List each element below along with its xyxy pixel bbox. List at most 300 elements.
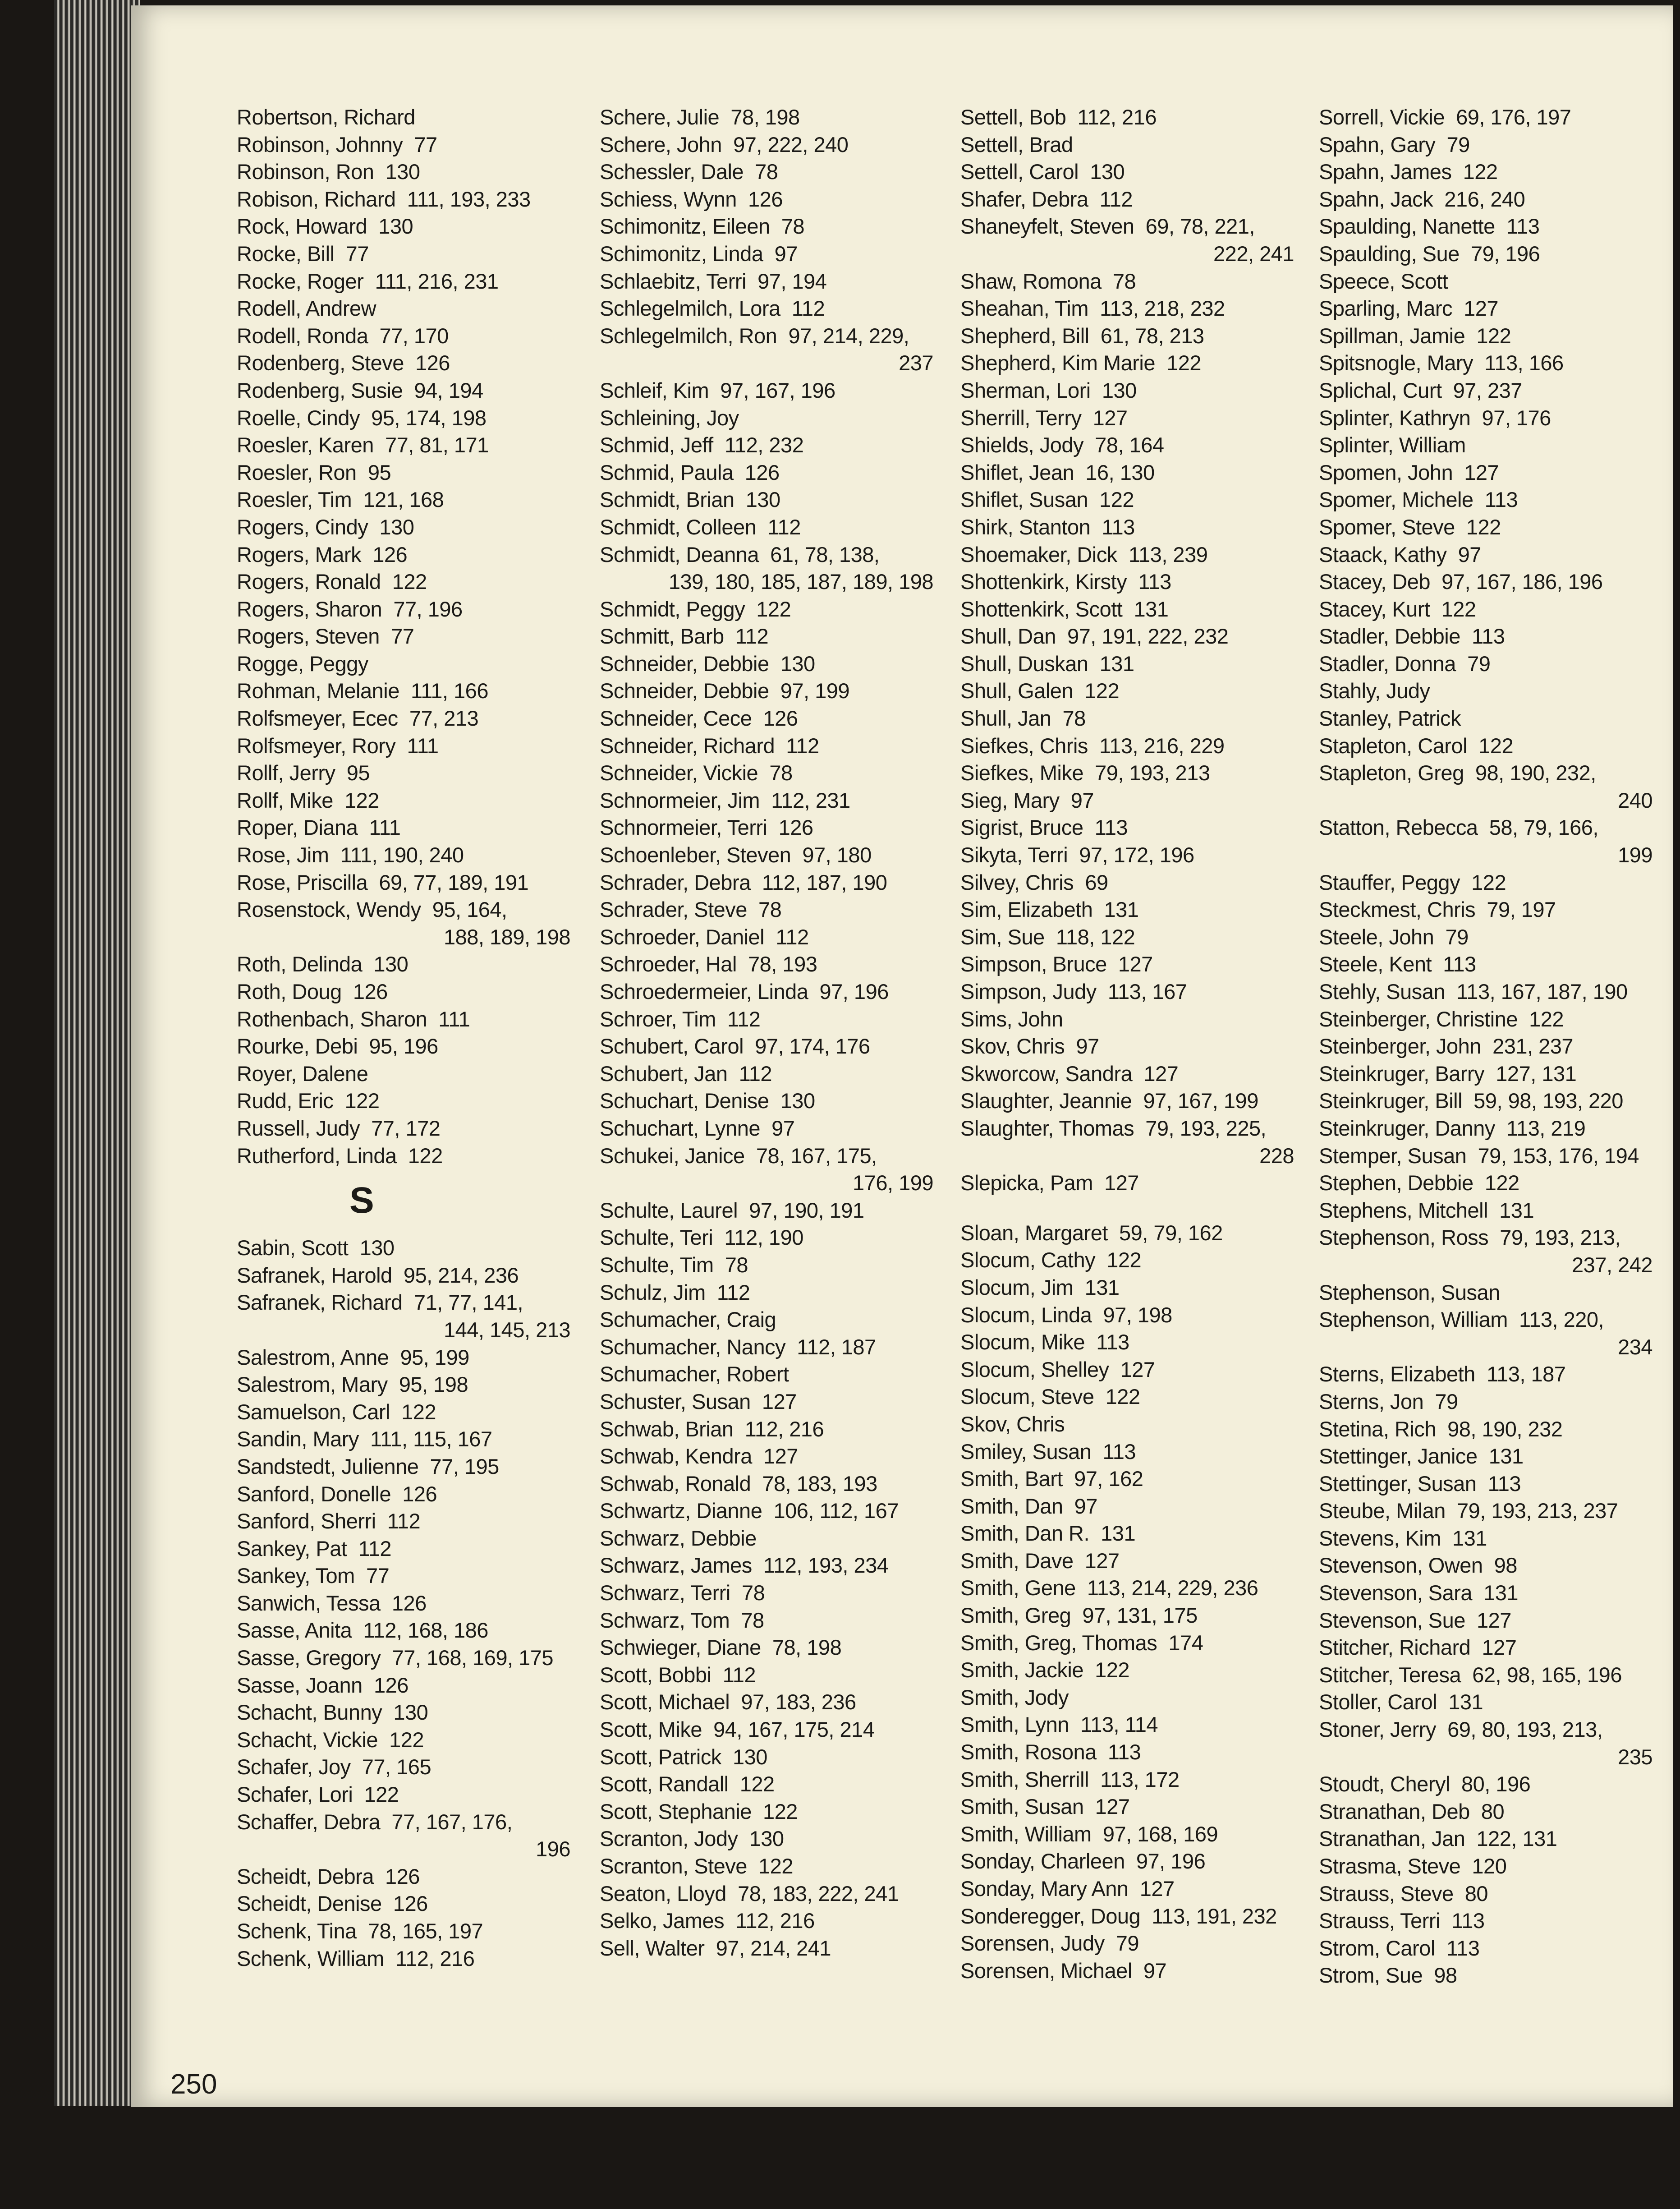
entry-name: Stevenson, Sue xyxy=(1319,1608,1465,1632)
index-entry xyxy=(1319,1579,1652,1607)
index-entry xyxy=(600,1306,933,1334)
entry-name: Sloan, Margaret xyxy=(960,1220,1108,1245)
index-entry xyxy=(1319,104,1652,131)
entry-name: Stemper, Susan xyxy=(1319,1143,1467,1168)
entry-name: Rudd, Eric xyxy=(237,1089,334,1113)
index-entry xyxy=(960,350,1294,377)
entry-pages: 113 xyxy=(1472,624,1505,649)
index-entry xyxy=(1319,213,1652,240)
entry-name: Stauffer, Peggy xyxy=(1319,870,1460,894)
entry-pages: 78, 165, 197 xyxy=(367,1919,483,1943)
entry-pages: 126 xyxy=(778,815,813,840)
entry-pages: 78, 167, 175, xyxy=(756,1143,877,1168)
entry-name: Smith, Sherrill xyxy=(960,1767,1089,1791)
entry-pages: 131 xyxy=(1104,897,1139,922)
index-entry xyxy=(1319,486,1652,514)
entry-pages: 97, 214, 229, xyxy=(788,323,909,348)
entry-pages: 127 xyxy=(1464,460,1499,484)
entry-pages: 113 xyxy=(1102,1439,1136,1463)
entry-pages: 97, 167, 196 xyxy=(720,378,835,402)
entry-pages: 113 xyxy=(1096,1330,1129,1354)
index-entry xyxy=(960,1684,1294,1712)
entry-name: Schneider, Cece xyxy=(600,706,752,731)
entry-name: Schukei, Janice xyxy=(600,1143,745,1168)
index-entry xyxy=(600,268,933,295)
index-entry xyxy=(600,869,933,897)
index-entry xyxy=(237,1562,570,1590)
entry-pages: 78, 198 xyxy=(772,1635,842,1660)
entry-pages: 113 xyxy=(1102,515,1135,539)
entry-name: Schneider, Vickie xyxy=(600,761,758,785)
entry-pages: 113 xyxy=(1446,1936,1480,1960)
index-entry xyxy=(600,1907,933,1935)
index-entry xyxy=(237,1535,570,1563)
entry-name: Schnormeier, Terri xyxy=(600,815,767,840)
entry-pages: 127 xyxy=(1464,296,1499,321)
entry-pages: 122 xyxy=(1166,351,1202,375)
entry-name: Schubert, Jan xyxy=(600,1061,728,1086)
index-entry xyxy=(237,459,570,487)
entry-name: Smith, Dan R. xyxy=(960,1521,1090,1546)
entry-name: Sigrist, Bruce xyxy=(960,815,1083,840)
entry-pages: 79, 197 xyxy=(1487,897,1556,922)
entry-pages: 79, 153, 176, 194 xyxy=(1478,1143,1639,1168)
index-entry xyxy=(600,1142,933,1197)
entry-name: Schwab, Kendra xyxy=(600,1444,752,1468)
entry-pages: 58, 79, 166, xyxy=(1489,815,1598,840)
index-entry xyxy=(237,131,570,159)
entry-name: Slocum, Cathy xyxy=(960,1248,1096,1272)
entry-pages: 97, 183, 236 xyxy=(741,1690,856,1714)
entry-pages: 78 xyxy=(769,761,793,785)
index-entry xyxy=(960,1574,1294,1602)
index-entry xyxy=(1319,377,1652,405)
index-entry xyxy=(237,568,570,596)
entry-pages: 69, 77, 189, 191 xyxy=(379,870,529,894)
entry-name: Schulte, Tim xyxy=(600,1252,714,1277)
entry-pages: 111, 115, 167 xyxy=(370,1427,492,1451)
index-entry xyxy=(960,1356,1294,1384)
entry-name: Stadler, Debbie xyxy=(1319,624,1460,649)
index-entry xyxy=(600,924,933,951)
entry-name: Schimonitz, Linda xyxy=(600,241,763,266)
index-entry xyxy=(600,842,933,869)
entry-pages: 112 xyxy=(739,1061,772,1086)
index-entry xyxy=(1319,1880,1652,1908)
entry-pages: 127 xyxy=(1118,952,1153,976)
entry-pages: 62, 98, 165, 196 xyxy=(1472,1662,1622,1687)
entry-name: Schroeder, Hal xyxy=(600,952,737,976)
entry-pages: 130 xyxy=(780,1089,815,1113)
entry-pages: 130 xyxy=(359,1236,395,1260)
index-entry xyxy=(960,186,1294,213)
index-entry xyxy=(1319,1224,1652,1279)
index-entry xyxy=(600,1661,933,1689)
entry-name: Sandin, Mary xyxy=(237,1427,359,1451)
entry-pages: 122 xyxy=(1099,488,1134,512)
index-entry xyxy=(237,486,570,514)
index-entry xyxy=(237,1006,570,1033)
index-entry xyxy=(1319,1853,1652,1880)
entry-pages-continued: 237 xyxy=(899,351,933,375)
entry-name: Schlegelmilch, Ron xyxy=(600,323,777,348)
entry-pages: 112 xyxy=(791,296,825,321)
index-entry xyxy=(237,951,570,978)
entry-pages: 78 xyxy=(725,1252,748,1277)
entry-pages: 97, 168, 169 xyxy=(1102,1822,1218,1846)
index-entry xyxy=(1319,1607,1652,1634)
entry-pages: 122 xyxy=(1471,870,1506,894)
entry-name: Schneider, Debbie xyxy=(600,651,769,676)
entry-name: Strauss, Steve xyxy=(1319,1881,1454,1905)
entry-name: Schmidt, Colleen xyxy=(600,515,757,539)
entry-name: Schwarz, Terri xyxy=(600,1581,730,1605)
entry-pages: 122 xyxy=(401,1399,436,1424)
entry-name: Schumacher, Craig xyxy=(600,1307,776,1332)
index-entry xyxy=(600,650,933,678)
index-entry xyxy=(960,677,1294,705)
index-gap xyxy=(960,1197,1294,1220)
index-entry xyxy=(1319,1060,1652,1088)
entry-name: Shoemaker, Dick xyxy=(960,542,1117,566)
section-letter: S xyxy=(349,1180,375,1221)
entry-name: Sorensen, Michael xyxy=(960,1958,1132,1983)
index-entry xyxy=(1319,131,1652,159)
index-entry xyxy=(960,1657,1294,1684)
entry-pages: 77, 196 xyxy=(393,597,463,621)
entry-pages-continued: 188, 189, 198 xyxy=(444,925,570,949)
entry-name: Sterns, Elizabeth xyxy=(1319,1362,1475,1386)
entry-name: Skworcow, Sandra xyxy=(960,1061,1133,1086)
index-entry xyxy=(600,1252,933,1279)
entry-pages: 112 xyxy=(716,1280,750,1304)
entry-name: Schmid, Paula xyxy=(600,460,734,484)
index-entry xyxy=(1319,814,1652,869)
entry-name: Silvey, Chris xyxy=(960,870,1074,894)
index-entry xyxy=(960,131,1294,159)
entry-pages: 79 xyxy=(1446,132,1470,156)
entry-pages: 127 xyxy=(763,1444,798,1468)
index-entry xyxy=(960,1465,1294,1493)
index-entry xyxy=(1319,1197,1652,1224)
entry-name: Sorrell, Vickie xyxy=(1319,105,1445,129)
index-column-2 xyxy=(600,104,933,1962)
entry-pages: 112, 216 xyxy=(395,1946,475,1970)
index-entry xyxy=(600,978,933,1006)
entry-name: Sonderegger, Doug xyxy=(960,1904,1141,1928)
entry-name: Sankey, Tom xyxy=(237,1564,355,1588)
entry-pages: 111 xyxy=(438,1007,470,1031)
entry-pages: 113, 216, 229 xyxy=(1099,733,1225,758)
entry-name: Schrader, Steve xyxy=(600,897,747,922)
entry-pages: 98, 190, 232, xyxy=(1475,761,1596,785)
entry-name: Schoenleber, Steven xyxy=(600,843,791,867)
index-entry xyxy=(960,1739,1294,1766)
entry-name: Smith, Dave xyxy=(960,1548,1074,1573)
entry-pages: 94, 167, 175, 214 xyxy=(713,1717,875,1742)
entry-name: Smith, Gene xyxy=(960,1576,1076,1600)
entry-name: Schnormeier, Jim xyxy=(600,788,760,812)
index-entry xyxy=(960,268,1294,295)
index-entry xyxy=(600,131,933,159)
index-entry xyxy=(1319,432,1652,459)
entry-pages: 112, 187, 190 xyxy=(762,870,887,894)
entry-name: Robinson, Ron xyxy=(237,160,374,184)
entry-name: Strom, Sue xyxy=(1319,1963,1423,1988)
entry-name: Settell, Brad xyxy=(960,132,1073,156)
entry-pages: 126 xyxy=(393,1891,428,1916)
index-entry xyxy=(600,1744,933,1771)
entry-name: Stevenson, Sara xyxy=(1319,1581,1472,1605)
entry-name: Schulz, Jim xyxy=(600,1280,706,1304)
index-entry xyxy=(237,1672,570,1699)
entry-name: Schneider, Richard xyxy=(600,733,775,758)
entry-name: Selko, James xyxy=(600,1909,725,1933)
entry-pages: 231, 237 xyxy=(1492,1034,1574,1058)
index-entry xyxy=(1319,1388,1652,1416)
entry-name: Schuster, Susan xyxy=(600,1389,751,1413)
entry-pages: 127 xyxy=(762,1389,797,1413)
index-entry xyxy=(237,896,570,951)
index-entry xyxy=(960,1848,1294,1875)
entry-pages: 97, 196 xyxy=(1136,1849,1206,1873)
entry-name: Rock, Howard xyxy=(237,214,367,239)
entry-name: Rogers, Ronald xyxy=(237,570,381,594)
entry-pages: 78, 198 xyxy=(730,105,800,129)
index-entry xyxy=(600,1334,933,1361)
entry-pages: 118, 122 xyxy=(1056,925,1135,949)
entry-name: Steube, Milan xyxy=(1319,1499,1446,1523)
entry-pages: 126 xyxy=(385,1864,420,1888)
entry-pages: 71, 77, 141, xyxy=(413,1290,523,1315)
index-entry xyxy=(1319,623,1652,650)
entry-pages: 216, 240 xyxy=(1444,187,1525,211)
entry-name: Shull, Jan xyxy=(960,706,1051,731)
entry-name: Stettinger, Susan xyxy=(1319,1471,1477,1496)
index-entry xyxy=(237,732,570,760)
entry-name: Schumacher, Nancy xyxy=(600,1335,786,1359)
index-entry xyxy=(237,842,570,869)
index-entry xyxy=(960,514,1294,541)
index-entry xyxy=(960,1821,1294,1848)
entry-pages: 97, 199 xyxy=(780,679,850,703)
index-entry xyxy=(237,1644,570,1672)
index-entry xyxy=(1319,869,1652,897)
entry-name: Shirk, Stanton xyxy=(960,515,1091,539)
entry-pages: 131 xyxy=(1448,1690,1483,1714)
entry-pages: 78 xyxy=(742,1581,765,1605)
index-entry xyxy=(1319,1470,1652,1498)
entry-name: Sasse, Anita xyxy=(237,1618,352,1643)
entry-name: Roesler, Karen xyxy=(237,433,374,457)
entry-name: Simpson, Bruce xyxy=(960,952,1107,976)
entry-name: Sanford, Sherri xyxy=(237,1509,376,1533)
entry-name: Statton, Rebecca xyxy=(1319,815,1478,840)
entry-name: Spomer, Michele xyxy=(1319,488,1473,512)
index-entry xyxy=(600,814,933,842)
entry-name: Shields, Jody xyxy=(960,433,1084,457)
entry-pages: 112, 231 xyxy=(771,788,850,812)
entry-name: Roesler, Ron xyxy=(237,460,357,484)
entry-pages-continued: 196 xyxy=(536,1837,570,1861)
entry-pages: 69, 78, 221, xyxy=(1145,214,1255,239)
index-entry xyxy=(1319,1115,1652,1142)
index-entry xyxy=(1319,732,1652,760)
index-entry xyxy=(600,104,933,131)
index-entry xyxy=(1319,951,1652,978)
entry-name: Simpson, Judy xyxy=(960,980,1097,1003)
index-entry xyxy=(960,486,1294,514)
entry-pages: 126 xyxy=(391,1591,427,1615)
entry-name: Staack, Kathy xyxy=(1319,542,1447,566)
entry-name: Schafer, Lori xyxy=(237,1782,353,1807)
index-entry xyxy=(1319,1006,1652,1033)
index-entry xyxy=(600,1470,933,1498)
entry-pages: 113, 220, xyxy=(1519,1307,1604,1332)
entry-name: Scott, Michael xyxy=(600,1690,730,1714)
entry-pages: 79, 193, 213 xyxy=(1095,761,1210,785)
entry-name: Schroeder, Daniel xyxy=(600,925,765,949)
index-entry xyxy=(960,377,1294,405)
entry-name: Schere, Julie xyxy=(600,105,720,129)
entry-name: Sasse, Gregory xyxy=(237,1646,381,1670)
index-entry xyxy=(960,158,1294,186)
entry-pages: 77, 172 xyxy=(371,1116,441,1140)
entry-name: Stadler, Donna xyxy=(1319,651,1456,676)
index-entry xyxy=(1319,1552,1652,1579)
entry-name: Rourke, Debi xyxy=(237,1034,358,1058)
index-entry xyxy=(960,869,1294,897)
index-entry xyxy=(237,1289,570,1344)
index-entry xyxy=(237,1453,570,1481)
entry-pages: 113, 167 xyxy=(1107,980,1187,1003)
index-entry xyxy=(600,213,933,240)
entry-name: Schwab, Brian xyxy=(600,1417,734,1441)
entry-name: Shull, Duskan xyxy=(960,651,1088,676)
index-entry xyxy=(237,213,570,240)
entry-pages: 113, 214, 229, 236 xyxy=(1087,1576,1258,1600)
entry-name: Stapleton, Greg xyxy=(1319,761,1464,785)
entry-name: Spomer, Steve xyxy=(1319,515,1455,539)
index-entry xyxy=(237,759,570,787)
index-entry xyxy=(237,1371,570,1399)
index-entry xyxy=(1319,1634,1652,1661)
index-entry xyxy=(600,1416,933,1443)
entry-pages: 131 xyxy=(1099,651,1134,676)
index-entry xyxy=(237,541,570,569)
entry-pages-continued: 144, 145, 213 xyxy=(444,1317,570,1342)
entry-name: Rollf, Jerry xyxy=(237,761,335,785)
entry-name: Rogers, Cindy xyxy=(237,515,368,539)
entry-name: Spahn, Gary xyxy=(1319,132,1436,156)
entry-pages: 113 xyxy=(1443,952,1476,976)
entry-name: Smith, Lynn xyxy=(960,1712,1069,1737)
index-entry xyxy=(960,951,1294,978)
index-entry xyxy=(960,459,1294,487)
entry-name: Smith, Rosona xyxy=(960,1740,1097,1764)
index-entry xyxy=(237,1033,570,1060)
entry-name: Schulte, Laurel xyxy=(600,1198,738,1222)
entry-name: Scott, Mike xyxy=(600,1717,702,1742)
entry-name: Stoudt, Cheryl xyxy=(1319,1772,1450,1796)
entry-pages: 113 xyxy=(1094,815,1128,840)
index-entry xyxy=(237,432,570,459)
entry-name: Roth, Delinda xyxy=(237,952,363,976)
index-entry xyxy=(960,596,1294,623)
entry-pages-continued: 199 xyxy=(1618,843,1652,867)
entry-pages: 112, 232 xyxy=(724,433,804,457)
entry-pages: 122 xyxy=(1529,1007,1564,1031)
entry-name: Sanford, Donelle xyxy=(237,1482,391,1506)
entry-name: Stephen, Debbie xyxy=(1319,1171,1473,1195)
entry-pages: 113 xyxy=(1107,1740,1141,1764)
entry-pages: 59, 79, 162 xyxy=(1119,1220,1223,1245)
index-entry xyxy=(1319,1962,1652,1989)
index-entry xyxy=(600,1224,933,1252)
index-entry xyxy=(600,295,933,322)
entry-pages: 78, 164 xyxy=(1095,433,1164,457)
entry-name: Shiflet, Susan xyxy=(960,488,1088,512)
entry-pages: 97 xyxy=(774,241,798,266)
entry-name: Schwab, Ronald xyxy=(600,1471,751,1496)
entry-pages: 112, 216 xyxy=(735,1909,815,1933)
index-entry xyxy=(600,1006,933,1033)
entry-pages: 112 xyxy=(387,1509,421,1533)
entry-name: Slocum, Mike xyxy=(960,1330,1085,1354)
entry-pages: 95 xyxy=(346,761,370,785)
entry-name: Rodell, Andrew xyxy=(237,296,376,321)
entry-name: Scott, Bobbi xyxy=(600,1662,711,1687)
entry-pages: 97, 180 xyxy=(802,843,872,867)
entry-name: Steinkruger, Danny xyxy=(1319,1116,1495,1140)
entry-name: Smith, Bart xyxy=(960,1467,1063,1491)
entry-name: Stephenson, William xyxy=(1319,1307,1508,1332)
index-entry xyxy=(960,541,1294,569)
entry-name: Rocke, Bill xyxy=(237,241,335,266)
index-entry xyxy=(1319,677,1652,705)
index-entry xyxy=(960,650,1294,678)
index-entry xyxy=(237,1809,570,1863)
index-entry xyxy=(960,1766,1294,1794)
entry-pages: 111, 216, 231 xyxy=(375,269,499,293)
entry-name: Roesler, Tim xyxy=(237,488,352,512)
index-entry xyxy=(600,1525,933,1552)
entry-name: Schubert, Carol xyxy=(600,1034,744,1058)
entry-name: Russell, Judy xyxy=(237,1116,360,1140)
index-page xyxy=(131,5,1673,2107)
index-entry xyxy=(960,1274,1294,1302)
entry-pages: 78, 193 xyxy=(748,952,817,976)
entry-name: Spaulding, Sue xyxy=(1319,241,1460,266)
entry-name: Steinberger, Christine xyxy=(1319,1007,1518,1031)
entry-pages: 59, 98, 193, 220 xyxy=(1473,1089,1623,1113)
entry-name: Rose, Priscilla xyxy=(237,870,368,894)
entry-name: Sterns, Jon xyxy=(1319,1389,1424,1413)
entry-name: Schmitt, Barb xyxy=(600,624,724,649)
entry-pages: 77, 81, 171 xyxy=(385,433,489,457)
entry-pages: 95, 198 xyxy=(399,1372,468,1397)
entry-pages: 130 xyxy=(379,515,414,539)
index-entry xyxy=(237,1426,570,1453)
entry-name: Schimonitz, Eileen xyxy=(600,214,770,239)
index-entry xyxy=(960,1169,1294,1197)
index-entry xyxy=(237,1481,570,1508)
entry-pages: 78, 183, 222, 241 xyxy=(738,1881,899,1905)
entry-name: Spahn, Jack xyxy=(1319,187,1433,211)
entry-pages: 80 xyxy=(1464,1881,1488,1905)
entry-name: Royer, Dalene xyxy=(237,1061,368,1086)
entry-pages: 112 xyxy=(722,1662,756,1687)
